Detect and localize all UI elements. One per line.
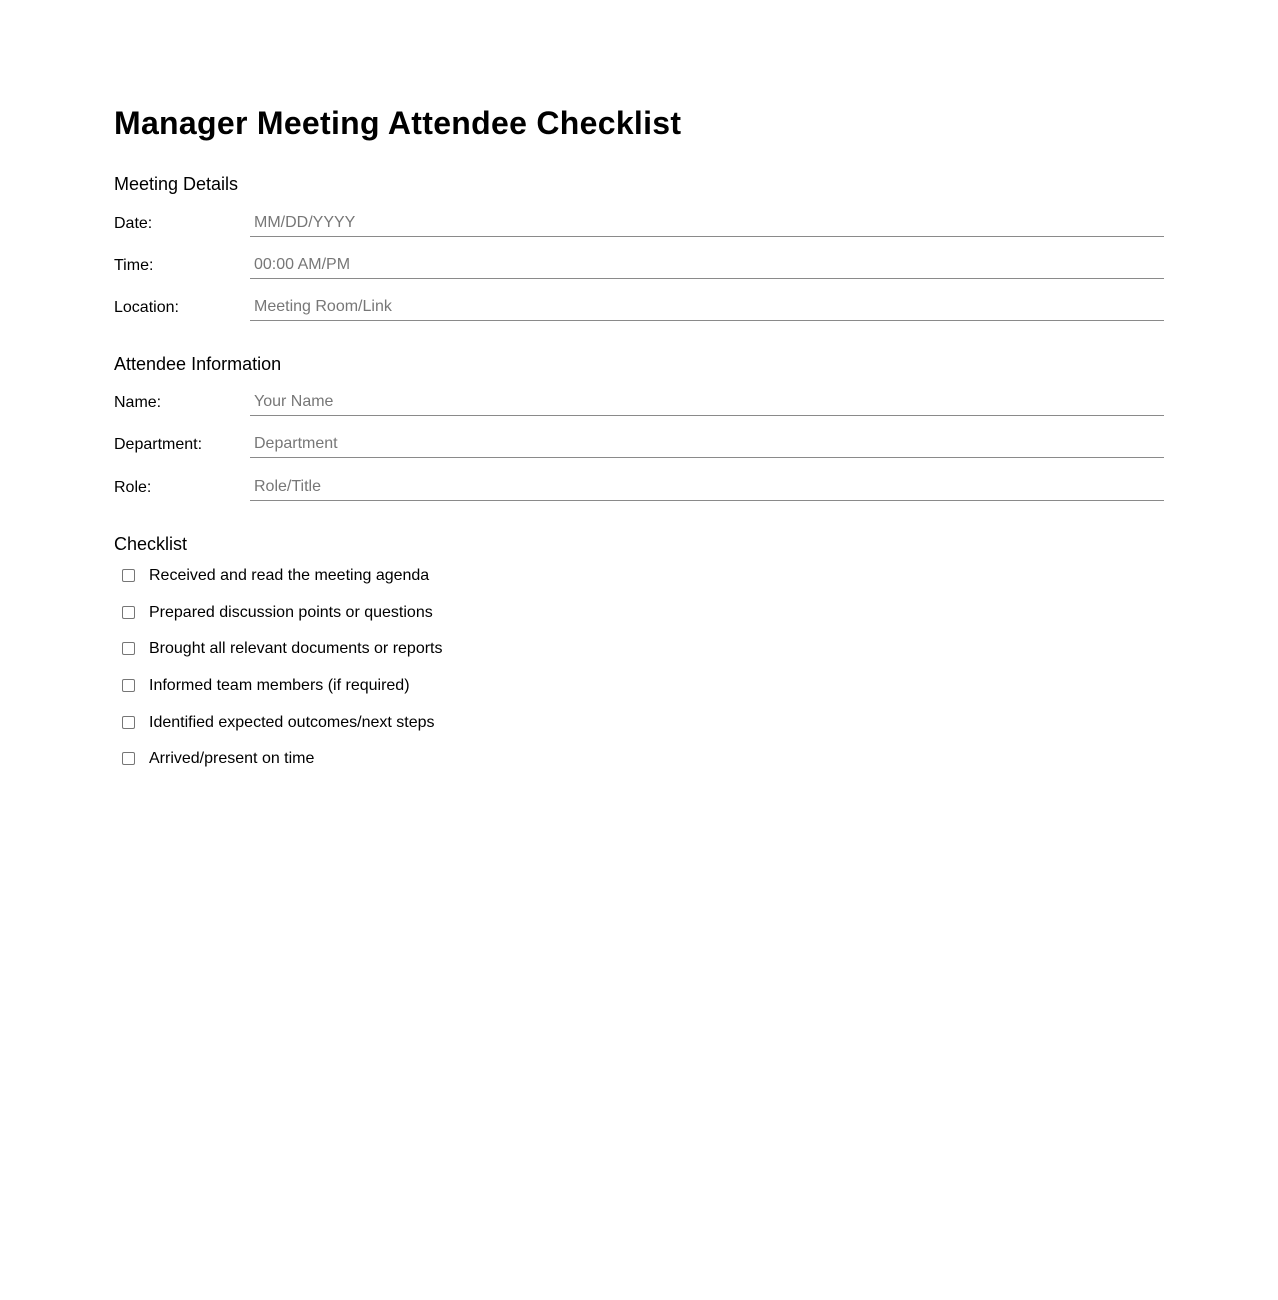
checklist-item-label: Received and read the meeting agenda — [149, 567, 430, 584]
checklist-checkbox[interactable] — [122, 752, 135, 765]
attendee-information-heading: Attendee Information — [114, 354, 282, 374]
location-label: Location: — [114, 299, 179, 316]
role-input[interactable] — [250, 473, 1164, 501]
date-input[interactable] — [250, 209, 1164, 237]
name-label: Name: — [114, 394, 162, 411]
time-row — [114, 251, 1164, 281]
date-row — [114, 209, 1164, 239]
checklist-heading: Checklist — [114, 534, 188, 554]
department-label: Department: — [114, 436, 203, 453]
location-row — [114, 293, 1164, 323]
role-row — [114, 473, 1164, 503]
page-title: Manager Meeting Attendee Checklist — [114, 105, 682, 141]
time-label: Time: — [114, 257, 154, 274]
meeting-details-heading: Meeting Details — [114, 174, 239, 194]
role-label: Role: — [114, 479, 152, 496]
checklist-checkbox[interactable] — [122, 642, 135, 655]
department-input[interactable] — [250, 430, 1164, 458]
department-row — [114, 430, 1164, 460]
checklist-item-label: Arrived/present on time — [149, 750, 315, 767]
checklist-item-label: Informed team members (if required) — [149, 677, 410, 694]
checklist-checkbox[interactable] — [122, 569, 135, 582]
time-input[interactable] — [250, 251, 1164, 279]
name-input[interactable] — [250, 388, 1164, 416]
checklist-checkbox[interactable] — [122, 679, 135, 692]
checklist-checkbox[interactable] — [122, 606, 135, 619]
checklist-item-label: Brought all relevant documents or reports — [149, 640, 443, 657]
name-row — [114, 388, 1164, 418]
date-label: Date: — [114, 215, 153, 232]
location-input[interactable] — [250, 293, 1164, 321]
checklist-item-label: Prepared discussion points or questions — [149, 604, 433, 621]
checklist-checkbox[interactable] — [122, 716, 135, 729]
checklist-item-label: Identified expected outcomes/next steps — [149, 714, 435, 731]
